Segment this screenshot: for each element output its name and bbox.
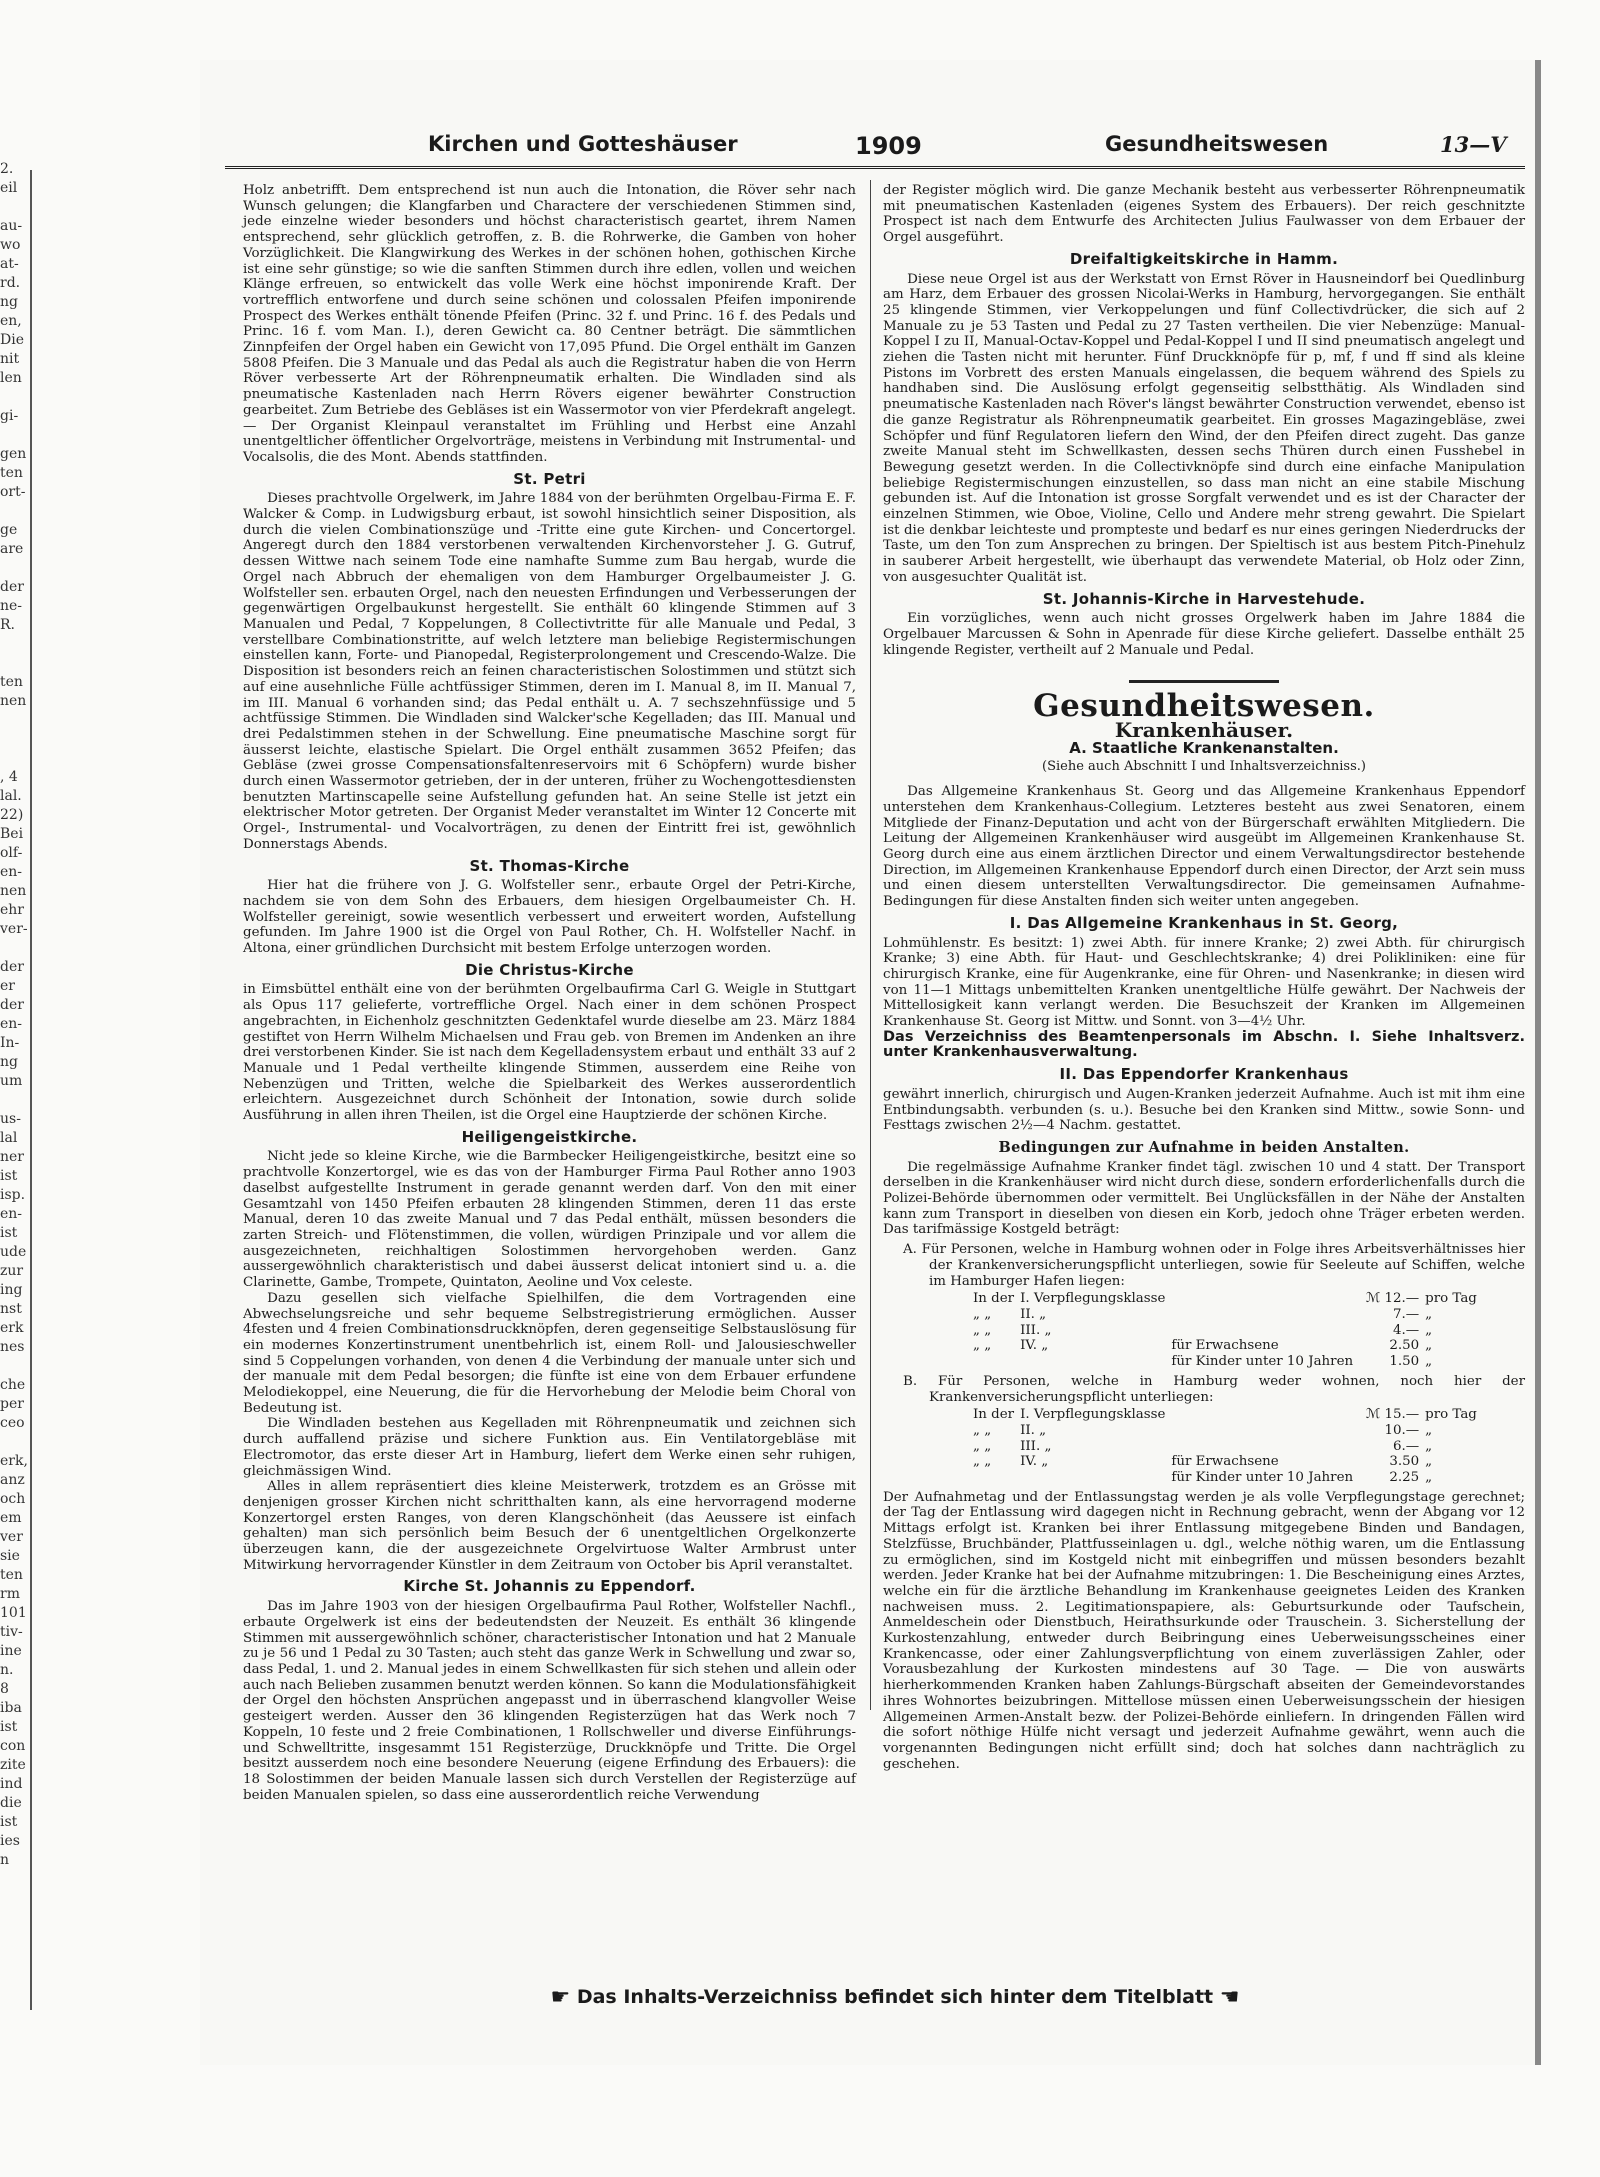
church-heading: St. Petri (513, 469, 586, 488)
margin-fragment (0, 1091, 38, 1110)
cross-reference-note: (Siehe auch Abschnitt I und Inhaltsverzeichniss.) (1042, 758, 1366, 774)
rate-unit: „ (1425, 1322, 1433, 1338)
margin-fragment: der (0, 997, 24, 1013)
margin-fragment: nen (0, 883, 27, 899)
paragraph: Dieses prachtvolle Orgelwerk, im Jahre 1884 von der berühmten Orgelbau-Firma E. F. Walcker & Comp. in Ludwigsburg erbaut, ist sowohl hinsichtlich seiner Disposition, als durch die vielen Combinationszüge und -Tritte eine gute Kirchen- und Concertorgel. Angeregt durch den 1884 verstorbenen verwaltenden Kirchenvorsteher J. G. Gutruf, dessen Wittwe nach seinem Tode eine namhafte Summe zum Bau hergab, wurde die Orgel nach Abbruch der ehemaligen von dem Hamburger Orgelbaumeister J. G. Wolfsteller sen. erbauten Orgel, nach den neuesten Erfindungen und Verbesserungen der gegenwärtigen Orgelbaukunst hergestellt. Sie enthält 60 klingende Stimmen auf 3 Manualen und Pedal, 7 Koppelungen, 8 Collectivtritte für alle Manuale und Pedal, 3 verstellbare Combinationstritte, auf welch letztere man beliebige Registermischungen einstellen kann, Forte- und Pianopedal, Registerprolongement und Crescendo-Walze. Die Disposition ist besonders reich an feinen characteristischen Solostimmen und stützt sich auf eine ausehnliche Fülle achtfüssiger Stimmen, deren im I. Manual 8, im II. Manual 7, im III. Manual 6 vorhanden sind; das Pedal enthält u. A. 7 sechszehnfüssige und 5 achtfüssige Stimmen. Die Windladen sind Walcker'sche Kegelladen; das III. Manual und drei Pedalstimmen stehen in der Schwellung. Eine pneumatische Maschine sorgt für äusserst leichte, elastische Spielart. Die Orgel enthält zusammen 3652 Pfeifen; das Gebläse (zwei grosse Compensationsfaltenreservoirs mit 6 Schöpfern) wurde bisher durch einen Wassermotor getrieben, der in der unteren, früher zu Wochengottesdiensten benutzten Martinscapelle seine Aufstellung gefunden hat. An seine Stelle ist jetzt ein elektrischer Motor getreten. Der Organist Meder veranstaltet im Winter 12 Concerte mit Orgel-, Instrumental- und Vocalvorträgen, zu denen der Eintritt frei ist, gewöhnlich Donnerstags Abends. (243, 491, 856, 852)
page-number: 13—V (1440, 132, 1507, 157)
paragraph: Der Aufnahmetag und der Entlassungstag werden je als volle Verpflegungstage gerechnet; der Tag der Entlassung wird dagegen nicht in Rechnung gebracht, wenn der Abgang vor 12 Mittags erfolgt ist. Kranken bei ihrer Entlassung mitgegebene Binden und Bandagen, Stelzfüsse, Bruchbänder, Plattfusseinlagen u. dgl., welche nöthig waren, um die Entlassung zu ermöglichen, sind im Kostgeld nicht mit einbegriffen und müssen besonders bezahlt werden. Jeder Kranke hat bei der Aufnahme mitzubringen: 1. Die Bescheinigung eines Arztes, welche ein für die ärztliche Behandlung im Krankenhause geeignetes Leiden des Kranken nachweisen muss. 2. Legitimationspapiere, als: Geburtsurkunde oder Taufschein, Anmeldeschein oder Dienstbuch, Heirathsurkunde oder Trauschein. 3. Sicherstellung der Kurkostenzahlung, entweder durch Beibringung eines Ueberweisungsscheines einer Krankencasse, oder einer Zahlungsverpflichtung von einem zuverlässigen Zahler, oder Vorausbezahlung der Kurkosten mindestens auf 30 Tage. — Die von auswärts hierherkommenden Kranken haben Zahlungs-Bürgschaft abseiten der Gemeindevorstandes ihres Wohnortes beizubringen. Mittellose müssen einen Ueberweisungsschein der hiesigen Allgemeinen Armen-Anstalt bezw. der Polizei-Behörde einliefern. In dringenden Fällen wird die sofort nöthige Hülfe nicht versagt und jederzeit Aufnahme gewährt, wenn auch die vorgenannten Bedingungen nicht erfüllt sind; doch hat solches dann nachträglich zu geschehen. (883, 1489, 1525, 1772)
rate-extra (1171, 1291, 1359, 1307)
margin-fragment: isp. (0, 1187, 26, 1203)
paragraph: Das Allgemeine Krankenhaus St. Georg und das Allgemeine Krankenhaus Eppendorf unterstehen dem Krankenhaus-Collegium. Letzteres besteht aus zwei Senatoren, einem Mitgliede der Finanz-Deputation und acht von der Bürgerschaft erwählten Mitgliedern. Die Leitung der Allgemeinen Krankenhäuser wird ausgeübt im Allgemeinen Krankenhause St. Georg durch eine aus einem ärztlichen Director und einem Verwaltungsdirector bestehende Direction, im Allgemeinen Krankenhause Eppendorf durch einen Director, der Arzt sein muss und einen diesem unterstellten Verwaltungsdirector. Die gemeinsamen Aufnahme-Bedingungen für diese Anstalten finden sich weiter unten angegeben. (883, 784, 1525, 910)
margin-fragment: Bei (0, 826, 24, 842)
margin-fragment (0, 559, 38, 578)
margin-fragment: der (0, 959, 24, 975)
rate-extra: für Kinder unter 10 Jahren (1171, 1470, 1354, 1486)
rate-unit: „ (1425, 1307, 1433, 1322)
rate-extra (1171, 1307, 1359, 1323)
section-separator (1129, 680, 1279, 683)
rate-amount: ℳ 12.— (1365, 1291, 1420, 1307)
margin-fragment (0, 711, 38, 730)
margin-fragment: em (0, 1510, 22, 1526)
margin-fragment: ver (0, 1529, 23, 1545)
margin-fragment: 22) (0, 807, 24, 823)
rate-row (973, 1323, 1483, 1339)
margin-fragment: och (0, 1491, 26, 1507)
rate-list-b: B. Für Personen, welche in Hamburg weder wohnen, noch hier der Krankenversicherungspflicht unterliegen: (903, 1373, 1525, 1405)
margin-fragment: 101 (0, 1605, 27, 1621)
rate-row (973, 1291, 1483, 1307)
rate-extra (1171, 1439, 1359, 1455)
right-column (883, 183, 1525, 1772)
rate-klasse: IV. „ (1020, 1338, 1049, 1354)
rate-klasse: IV. „ (1020, 1454, 1049, 1470)
margin-fragment: nen (0, 693, 27, 709)
rate-klasse (1020, 1354, 1171, 1370)
margin-fragment: rd. (0, 275, 21, 291)
adjacent-page-rule (30, 170, 32, 2010)
church-heading: Kirche St. Johannis zu Eppendorf. (403, 1577, 696, 1596)
rate-extra: für Erwachsene (1171, 1454, 1279, 1470)
margin-fragment: en, (0, 313, 22, 329)
margin-fragment (0, 388, 38, 407)
rate-klasse: III. „ (1020, 1322, 1052, 1338)
hospital-heading-st-georg: I. Das Allgemeine Krankenhaus in St. Georg, (1009, 913, 1399, 932)
margin-fragment: olf- (0, 845, 23, 861)
rate-unit: „ (1425, 1454, 1433, 1470)
rate-klasse: II. „ (1020, 1307, 1047, 1322)
rate-unit: „ (1425, 1338, 1433, 1354)
paragraph: gewährt innerlich, chirurgisch und Augen-Kranken jederzeit Aufnahme. Auch ist mit ihm eine Entbindungsabth. verbunden (s. u.). Besuche bei den Kranken sind Mittw., sowie Sonn- und Festtags zwischen 2½—4 Nachm. gestattet. (883, 1086, 1525, 1134)
margin-fragment: wo (0, 237, 21, 253)
margin-fragment: zur (0, 1263, 24, 1279)
margin-fragment: ist (0, 1719, 18, 1735)
margin-fragment: 8 (0, 1681, 9, 1697)
margin-fragment: ude (0, 1244, 27, 1260)
margin-fragment: au- (0, 218, 23, 234)
rate-amount: 10.— (1384, 1422, 1420, 1438)
rate-prefix: In der (973, 1291, 1015, 1307)
church-heading: St. Johannis-Kirche in Harvestehude. (1042, 589, 1366, 608)
rate-amount: 1.50 (1389, 1354, 1420, 1370)
bold-note: Das Verzeichniss des Beamtenpersonals im Abschn. I. Siehe Inhaltsverz. unter Krankenhausverwaltung. (883, 1028, 1525, 1061)
margin-fragment: sie (0, 1548, 20, 1564)
footer-text: Das Inhalts-Verzeichniss befindet sich hinter dem Titelblatt (576, 1986, 1214, 2008)
margin-fragment: zite (0, 1757, 26, 1773)
margin-fragment: en- (0, 1016, 23, 1032)
margin-fragment: Die (0, 332, 24, 348)
margin-fragment (0, 749, 38, 768)
margin-fragment (0, 730, 38, 749)
margin-fragment: en- (0, 864, 23, 880)
margin-fragment: per (0, 1396, 24, 1412)
rate-amount: 7.— (1392, 1307, 1420, 1322)
paragraph: Diese neue Orgel ist aus der Werkstatt von Ernst Röver in Hausneindorf bei Quedlinburg am Harz, dem Erbauer des grossen Nicolai-Werks in Hamburg, hervorgegangen. Sie enthält 25 klingende Stimmen, vier Verkoppelungen und fünf Collectivdrücker, die sich auf 2 Manuale zu je 53 Tasten und Pedal zu 27 Tasten vertheilen. Die vier Nebenzüge: Manual-Koppel I zu II, Manual-Octav-Koppel und Pedal-Koppel I und II sind pneumatisch angelegt und ziehen die Tasten nicht mit herunter. Fünf Druckknöpfe für p, mf, f und ff sind als kleine Pistons im Vorbrett des ersten Manuals eingelassen, die bequem während des Spiels zu handhaben sind. Die Auslösung erfolgt gegenseitig selbstthätig. Als Windladen sind pneumatische Kastenladen nach Röver's längst bewährter Construction verwendet, ebenso ist die ganze Registratur als Röhrenpneumatik gearbeitet. Ein grosses Magazingebläse, zwei Schöpfer und fünf Regulatoren liefern den Wind, der den Pfeifen direct zugeht. Das ganze zweite Manual steht im Schwellkasten, dessen sechs Thüren durch einen Fusshebel in Bewegung gesetzt werden. In die Collectivknöpfe sind durch eine einfache Manipulation beliebige Registermischungen einzustellen, so dass man nicht an eine stabile Mischung gebunden ist. Auf die Intonation ist grosse Sorgfalt verwendet und es ist der Character der einzelnen Stimmen, wie Oboe, Violine, Cello und Andere mehr streng gewahrt. Die Spielart ist die denkbar leichteste und prompteste und bedarf es nur eines geringen Niederdrucks der Taste, um den Ton zum Ansprechen zu bringen. Der Spieltisch ist aus bestem Pitch-Pinehulz in sauberer Arbeit hergestellt, wie überhaupt das verwendete Material, ob Holz oder Zinn, von ausgesuchter Qualität ist. (883, 271, 1525, 585)
rate-unit: „ (1425, 1354, 1433, 1370)
church-heading: St. Thomas-Kirche (469, 856, 630, 875)
margin-fragment: lal (0, 1130, 18, 1146)
rate-extra (1171, 1323, 1359, 1339)
rate-klasse: I. Verpflegungsklasse (1020, 1291, 1166, 1307)
rate-unit: „ (1425, 1470, 1433, 1486)
rate-row (973, 1354, 1483, 1370)
paragraph: Die Windladen bestehen aus Kegelladen mit Röhrenpneumatik und zeichnen sich durch auffallend präzise und sichere Funktion aus. Ein Ventilatorgebläse mit Electromotor, das erste dieser Art in Hamburg, liefert dem Werke einen sehr ruhigen, gleichmässigen Wind. (243, 1416, 856, 1479)
margin-fragment: ten (0, 674, 23, 690)
rate-extra (1171, 1407, 1359, 1423)
margin-fragment: nit (0, 351, 20, 367)
paragraph: Ein vorzügliches, wenn auch nicht grosses Orgelwerk haben im Jahre 1884 die Orgelbauer Marcussen & Sohn in Apenrade für diese Kirche geliefert. Dasselbe enthält 25 klingende Register, vertheilt auf 2 Manuale und Pedal. (883, 611, 1525, 658)
rate-klasse: III. „ (1020, 1438, 1052, 1454)
rate-row (973, 1307, 1483, 1323)
margin-fragment: rm (0, 1586, 20, 1602)
paragraph: in Eimsbüttel enthält eine von der berühmten Orgelbaufirma Carl G. Weigle in Stuttgart als Opus 117 gelieferte, vortreffliche Orgel. Nach einer in dem schönen Prospect angebrachten, in Eichenholz geschnitzten Gedenktafel wurde dieselbe am 23. März 1884 gestiftet von Herrn Wilhelm Michaelsen und Frau geb. von Bremen im Andenken an ihre drei verstorbenen Kinder. Sie ist nach dem Kegelladensystem erbaut und enthält 33 auf 2 Manuale und 1 Pedal vertheilte klingende Stimmen, ausserdem eine Reihe von Nebenzügen und Tritten, welche die Spielbarkeit des Werkes ausserordentlich erleichtern. Ausgezeichnet durch Schönheit der Intonation, sowie durch solide Ausführung in allen ihren Theilen, ist die Orgel eine Hauptzierde der schönen Kirche. (243, 982, 856, 1124)
margin-fragment: ist (0, 1168, 18, 1184)
footer-notice (470, 1985, 1320, 2015)
margin-fragment: ng (0, 1054, 18, 1070)
rate-prefix: „ „ (973, 1454, 992, 1470)
margin-fragment: ind (0, 1776, 23, 1792)
left-column (243, 183, 856, 1803)
margin-fragment: eil (0, 180, 18, 196)
rate-row (973, 1423, 1483, 1439)
margin-fragment: anz (0, 1472, 25, 1488)
margin-fragment: , 4 (0, 769, 18, 785)
rate-extra: für Erwachsene (1171, 1338, 1279, 1354)
page-header (225, 132, 1525, 169)
margin-fragment: erk, (0, 1453, 28, 1469)
margin-fragment: tiv- (0, 1624, 23, 1640)
margin-fragment: ort- (0, 484, 26, 500)
margin-fragment (0, 939, 38, 958)
rate-prefix: „ „ (973, 1422, 992, 1438)
paragraph: Dazu gesellen sich vielfache Spielhilfen, die dem Vortragenden eine Abwechselungsreiche und sehr bequeme Selbstregistrierung ermöglichen. Ausser 4festen und 4 freien Combinationsdruckknöpfen, deren gegenseitige Selbstauslösung für ein modernes Konzertinstrument unentbehrlich ist, einem Roll- und Jalousieschweller sind 5 Coppelungen vorhanden, von denen 4 die Verbindung der manuale unter sich und der manuale mit dem Pedal besorgen; die fünfte ist eine von dem Erbauer erfundene Melodiekoppel, eine Neuerung, die für die Hervorhebung der Melodie beim Choral von Bedeutung ist. (243, 1290, 856, 1416)
section-subtitle: Krankenhäuser. (1114, 718, 1294, 743)
rate-extra (1171, 1423, 1359, 1439)
rate-extra: für Kinder unter 10 Jahren (1171, 1354, 1354, 1370)
margin-fragment: iba (0, 1700, 22, 1716)
margin-fragment: n. (0, 1662, 14, 1678)
margin-fragment: ies (0, 1833, 20, 1849)
rate-row (973, 1407, 1483, 1423)
margin-fragment: ehr (0, 902, 24, 918)
paragraph: Lohmühlenstr. Es besitzt: 1) zwei Abth. für innere Kranke; 2) zwei Abth. für chirurgisch Kranke; 3) eine Abth. für Haut- und Geschlechtskranke; 4) drei Polikliniken: eine für chirurgisch Kranke, eine für Augenkranke, eine für Ohren- und Nasenkranke; in diesen wird von 11—1 Mittags unbemittelten Kranken unentgeltliche Hülfe gewährt. Der Nachweis der Mittellosigkeit kann verlangt werden. Die Besuchszeit der Kranken im Allgemeinen Krankenhause St. Georg ist Mittw. und Sonnt. von 3—4½ Uhr. (883, 935, 1525, 1030)
header-left-title: Kirchen und Gotteshäuser (428, 132, 738, 156)
rate-prefix: „ „ (973, 1438, 992, 1454)
margin-fragment: are (0, 541, 24, 557)
rate-table-a (973, 1291, 1483, 1370)
margin-fragment: len (0, 370, 22, 386)
margin-fragment (0, 426, 38, 445)
margin-fragment: nst (0, 1301, 22, 1317)
margin-fragment: die (0, 1795, 22, 1811)
rate-table-b (973, 1407, 1483, 1486)
rate-prefix: „ „ (973, 1338, 992, 1354)
adjacent-page-fragment (0, 160, 38, 1990)
church-heading: Heiligengeistkirche. (461, 1127, 638, 1146)
column-divider (870, 180, 871, 1710)
church-heading: Dreifaltigkeitskirche in Hamm. (1069, 249, 1339, 268)
rate-unit: pro Tag (1425, 1407, 1477, 1423)
margin-fragment: at- (0, 256, 19, 272)
margin-fragment: ceo (0, 1415, 25, 1431)
paragraph: der Register möglich wird. Die ganze Mechanik besteht aus verbesserter Röhrenpneumatik mit pneumatischen Kastenladen (eigenes System des Erbauers). Der reich geschnitzte Prospect ist nach dem Entwurfe des Architecten Julius Faulwasser von dem Erbauer der Orgel ausgeführt. (883, 183, 1525, 246)
rate-row (973, 1470, 1483, 1486)
pointing-hand-right-icon: ☛ (550, 1985, 571, 2010)
paragraph: Nicht jede so kleine Kirche, wie die Barmbecker Heiligengeistkirche, besitzt eine so prachtvolle Konzertorgel, wie es das von der Hamburger Firma Paul Rother anno 1903 daselbst aufgestellte Instrument in gerade genannt werden darf. Von den mit einer Gesamtzahl von 1450 Pfeifen erbauten 28 klingenden Stimmen, deren 11 das erste Manual, deren 10 das zweite Manual und 7 das Pedal enthält, müssen besonders die zarten Streich- und Flötenstimmen, die vollen, würdigen Prinzipale und vor allem die ausgezeichneten, reichhaltigen Solostimmen hervorgehoben werden. Ganz aussergewöhnlich charakteristisch und dabei äusserst delicat intoniert sind u. a. die Clarinette, Gambe, Trompete, Quintaton, Aeoline und Vox celeste. (243, 1149, 856, 1291)
subsection-heading: A. Staatliche Krankenanstalten. (1069, 738, 1339, 757)
margin-fragment: n (0, 1852, 10, 1868)
rate-amount: 6.— (1392, 1438, 1420, 1454)
margin-fragment: ist (0, 1225, 18, 1241)
rate-klasse (1020, 1470, 1171, 1486)
margin-fragment (0, 654, 38, 673)
margin-fragment: ten (0, 1567, 23, 1583)
margin-fragment: er (0, 978, 15, 994)
hospital-heading-eppendorf: II. Das Eppendorfer Krankenhaus (1059, 1065, 1349, 1084)
margin-fragment: nes (0, 1339, 25, 1355)
paragraph: Hier hat die frühere von J. G. Wolfsteller senr., erbaute Orgel der Petri-Kirche, nachdem sie von dem Sohn des Erbauers, dem hiesigen Orgelbaumeister Ch. H. Wolfsteller gereinigt, sowie wesentlich verbessert und erweitert worden, Aufstellung gefunden. Im Jahre 1900 ist die Orgel von Paul Rother, Ch. H. Wolfsteller Nachf. in Altona, einer gründlichen Durchsicht mit bestem Erfolge unterzogen worden. (243, 878, 856, 957)
margin-fragment (0, 198, 38, 217)
margin-fragment (0, 1357, 38, 1376)
church-heading: Die Christus-Kirche (465, 960, 634, 979)
margin-fragment: gi- (0, 408, 19, 424)
right-column-church-section (883, 183, 1525, 658)
rate-prefix (973, 1470, 1020, 1486)
margin-fragment: ten (0, 465, 23, 481)
margin-fragment: con (0, 1738, 26, 1754)
margin-fragment: lal. (0, 788, 22, 804)
section-title: Gesundheitswesen. (1033, 688, 1375, 725)
paragraph: Alles in allem repräsentiert dies kleine Meisterwerk, trotzdem es an Grösse mit denjenigen grosser Kirchen nicht schritthalten kann, als eine hervorragend moderne Konzertorgel ersten Ranges, von deren Klangschönheit (das Aeussere ist einfach gehalten) man sich persönlich beim Besuch der 6 unentgeltlichen Orgelkonzerte überzeugen kann, die der ausgezeichnete Orgelvirtuose Walter Armbrust unter Mitwirkung hervorragender Künstler in dem Zeitraum von October bis April veranstaltet. (243, 1479, 856, 1573)
paragraph: Holz anbetrifft. Dem entsprechend ist nun auch die Intonation, die Röver sehr nach Wunsch gelungen; die Klangfarben und Charactere der verschiedenen Stimmen sind, jede einzelne wieder besonders und höchst characteristisch geartet, ihrem Namen entsprechend, sehr glücklich getroffen, z. B. die Rohrwerke, die Gamben von hoher Vorzüglichkeit. Die Klangwirkung des Werkes in der schönen hohen, gothischen Kirche ist eine sehr günstige; so wie die sanften Stimmen durch ihre edlen, vollen und weichen Klänge erfreuen, so entwickelt das volle Werk eine höchst imponirende Kraft. Der vortrefflich entworfene und durch seine schönen und colossalen Pfeifen imponirende Prospect des Werkes enthält tönende Pfeifen (Princ. 32 f. und Princ. 16 f. des Pedals und Princ. 16 f. vom Man. I.), deren Gewicht ca. 80 Centner beträgt. Die sämmtlichen Zinnpfeifen der Orgel haben ein Gewicht von 17,095 Pfund. Die Orgel enthält im Ganzen 5808 Pfeifen. Die 3 Manuale und das Pedal als auch die Registratur haben die von Herrn Röver verbesserte Art der Röhrenpneumatik erhalten. Die Windladen sind als pneumatische Kastenladen nach Herrn Rövers eigener bewährter Construction gearbeitet. Zum Betriebe des Gebläses ist ein Wassermotor von vier Pferdekraft angelegt. — Der Organist Kleinpaul veranstaltet im Frühling und Herbst eine Anzahl unentgeltlicher öffentlicher Orgelvorträge, meistens in Verbindung mit Instrumental- und Vocalsolis, die des Mont. Abends stattfinden. (243, 183, 856, 465)
rate-amount: 2.50 (1389, 1338, 1420, 1354)
margin-fragment: der (0, 579, 24, 595)
margin-fragment: ng (0, 294, 18, 310)
margin-fragment: In- (0, 1035, 20, 1051)
rate-row (973, 1439, 1483, 1455)
rate-klasse: I. Verpflegungsklasse (1020, 1407, 1166, 1423)
margin-fragment: che (0, 1377, 26, 1393)
margin-fragment (0, 635, 38, 654)
margin-fragment: ing (0, 1282, 23, 1298)
rate-prefix: „ „ (973, 1307, 992, 1322)
margin-fragment: um (0, 1073, 23, 1089)
margin-fragment: ner (0, 1149, 24, 1165)
margin-fragment: gen (0, 446, 27, 462)
paragraph: Das im Jahre 1903 von der hiesigen Orgelbaufirma Paul Rother, Wolfsteller Nachfl., erbaute Orgelwerk ist eins der bedeutendsten der Neuzeit. Es enthält 36 klingende Stimmen mit aussergewöhnlich schöner, characteristischer Intonation und hat 2 Manuale zu je 56 und 1 Pedal zu 30 Tasten; auch steht das ganze Werk in Schwellung und zwar so, dass Pedal, 1. und 2. Manual jedes in einem Schwellkasten für sich stehen und allein oder auch nach Belieben zusammen benutzt werden können. So kann die Modulationsfähigkeit der Orgel den höchsten Ansprüchen angepasst und in überraschend klangvoller Weise gesteigert werden. Ausser den 36 klingenden Registerzügen hat das Werk noch 7 Koppeln, 10 feste und 2 freie Combinationen, 1 Rollschweller und diverse Einführungs- und Schwelltritte, insgesammt 151 Registerzüge, Druckknöpfe und Tritte. Die Orgel besitzt ausserdem noch eine besondere Neuerung (eigene Erfindung des Erbauers): die 18 Solostimmen der beiden Manuale lassen sich durch Verstellen der Registerzüge auf beiden Manualen spielen, so dass eine ausserordentlich reiche Verwendung (243, 1599, 856, 1803)
rate-unit: „ (1425, 1438, 1433, 1454)
rate-amount: 2.25 (1389, 1470, 1420, 1486)
pointing-hand-left-icon: ☚ (1219, 1985, 1240, 2010)
margin-fragment: erk (0, 1320, 24, 1336)
rate-amount: ℳ 15.— (1365, 1407, 1420, 1423)
header-right-title: Gesundheitswesen (1105, 132, 1329, 156)
rate-row (973, 1338, 1483, 1354)
header-year: 1909 (855, 132, 922, 160)
margin-fragment: ist (0, 1814, 18, 1830)
margin-fragment: ne- (0, 598, 23, 614)
rate-prefix: „ „ (973, 1322, 992, 1338)
rate-list-a: A. Für Personen, welche in Hamburg wohnen oder in Folge ihres Arbeitsverhältnisses hier der Krankenversicherungspflicht unterliegen, sowie für Seeleute auf Schiffen, welche im Hamburger Hafen liegen: (903, 1242, 1525, 1289)
margin-fragment: ge (0, 522, 18, 538)
margin-fragment: 2. (0, 161, 14, 177)
rate-unit: pro Tag (1425, 1291, 1477, 1307)
margin-fragment: us- (0, 1111, 21, 1127)
margin-fragment: ver- (0, 921, 28, 937)
rate-klasse: II. „ (1020, 1422, 1047, 1438)
rate-amount: 4.— (1392, 1322, 1420, 1338)
rate-prefix (973, 1354, 1020, 1370)
margin-fragment (0, 502, 38, 521)
paragraph: Die regelmässige Aufnahme Kranker findet tägl. zwischen 10 und 4 statt. Der Transport derselben in die Krankenhäuser wird nicht durch diese, sondern erforderlichenfalls durch die Polizei-Behörde übernommen oder vermittelt. Bei Unglücksfällen in der Nähe der Anstalten kann zum Transport in dieselben von diesen ein Korb, jedoch ohne Träger erbeten werden. Das tarifmässige Kostgeld beträgt: (883, 1159, 1525, 1238)
rate-unit: „ (1425, 1422, 1433, 1438)
rate-row (973, 1454, 1483, 1470)
margin-fragment: R. (0, 617, 15, 633)
rate-prefix: In der (973, 1407, 1015, 1423)
margin-fragment: ine (0, 1643, 22, 1659)
conditions-heading: Bedingungen zur Aufnahme in beiden Anstalten. (998, 1138, 1410, 1156)
margin-fragment (0, 1433, 38, 1452)
margin-fragment: en- (0, 1206, 23, 1222)
rate-amount: 3.50 (1389, 1454, 1420, 1470)
